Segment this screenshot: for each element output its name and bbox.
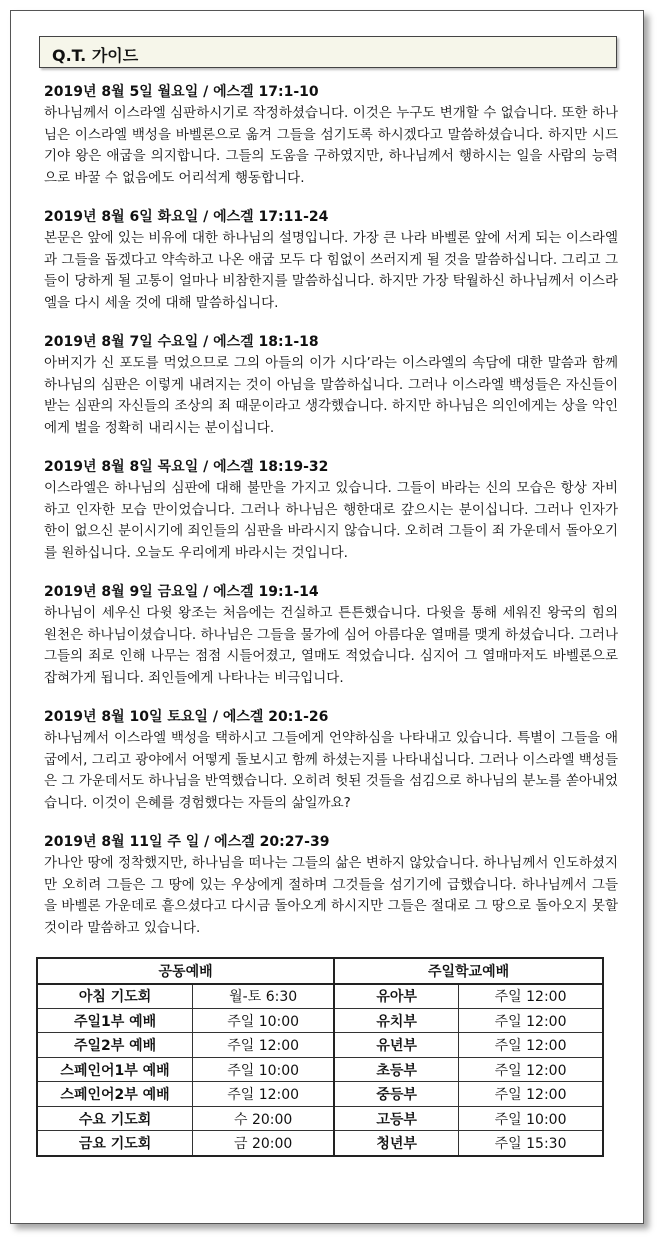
schedule-label: 수요 기도회	[37, 1106, 193, 1130]
devotion-body: 하나님께서 이스라엘 심판하시기로 작정하셨습니다. 이것은 누구도 변개할 수 없습니다. 또한 하나님은 이스라엘 백성을 바벨론으로 옮겨 그들을 섬기도록 하시겠다고 말씀하셨습니다. 하지만 시드기야 왕은 애굽을 의지합니다. 그들의 도움을 구하였지만, 하나님께서 행하시는 일을 사람의 능력으로 바꿀 수 없음에도 어리석게 행동합니다.	[44, 105, 618, 186]
devotion-list	[44, 81, 618, 956]
schedule-header-sunday-school: 주일학교예배	[334, 958, 603, 984]
schedule-label: 중등부	[334, 1082, 459, 1106]
schedule-time: 주일 10:00	[193, 1057, 335, 1081]
devotion-entry	[44, 81, 618, 189]
devotion-entry	[44, 706, 618, 814]
devotion-title: 2019년 8월 10일 토요일 / 에스겔 20:1-26	[44, 709, 329, 725]
schedule-row	[37, 1057, 603, 1081]
qt-guide-title: Q.T. 가이드	[52, 46, 139, 65]
schedule-row	[37, 1082, 603, 1106]
schedule-time: 주일 12:00	[459, 984, 603, 1009]
schedule-time: 주일 12:00	[459, 1009, 603, 1033]
schedule-label: 스페인어1부 예배	[37, 1057, 193, 1081]
schedule-label: 고등부	[334, 1106, 459, 1130]
qt-guide-header	[39, 36, 617, 68]
schedule-label: 유치부	[334, 1009, 459, 1033]
devotion-body: 본문은 앞에 있는 비유에 대한 하나님의 설명입니다. 가장 큰 나라 바벨론 앞에 서게 되는 이스라엘과 그들을 돕겠다고 약속하고 나온 애굽 모두 다 힘없이 쓰러지게 될 것을 말씀하십니다. 그리고 그들이 당하게 될 고통이 얼마나 비참한지를 말씀하십니다. 하지만 가장 탁월하신 하나님께서 이스라엘을 다시 세울 것에 대해 말씀하십니다.	[44, 230, 618, 311]
schedule-row	[37, 1106, 603, 1130]
schedule-label: 청년부	[334, 1131, 459, 1156]
schedule-time: 금 20:00	[193, 1131, 335, 1156]
schedule-label: 주일2부 예배	[37, 1033, 193, 1057]
schedule-label: 주일1부 예배	[37, 1009, 193, 1033]
devotion-body: 가나안 땅에 정착했지만, 하나님을 떠나는 그들의 삶은 변하지 않았습니다. 하나님께서 인도하셨지만 오히려 그들은 그 땅에 있는 우상에게 절하며 그것들을 섬기기에 급했습니다. 하나님께서 그들을 바벨론 가운데로 흩으셨다고 다시금 돌아오게 하시지만 그들은 절대로 그 땅으로 돌아오지 못할 것이라 말씀하고 있습니다.	[44, 855, 618, 936]
devotion-title: 2019년 8월 7일 수요일 / 에스겔 18:1-18	[44, 334, 319, 350]
schedule-time: 수 20:00	[193, 1106, 335, 1130]
schedule-time: 주일 15:30	[459, 1131, 603, 1156]
schedule-row	[37, 984, 603, 1009]
schedule-time: 주일 12:00	[459, 1082, 603, 1106]
schedule-label: 유아부	[334, 984, 459, 1009]
devotion-title: 2019년 8월 5일 월요일 / 에스겔 17:1-10	[44, 84, 319, 100]
devotion-body: 하나님께서 이스라엘 백성을 택하시고 그들에게 언약하심을 나타내고 있습니다. 특별이 그들을 애굽에서, 그리고 광야에서 어떻게 돌보시고 함께 하셨는지를 나타내십니다. 그러나 이스라엘 백성들은 그 가운데서도 하나님을 반역했습니다. 오히려 헛된 것들을 섬김으로 하나님의 분노를 쏟아내었습니다. 이것이 은혜를 경험했다는 자들의 삶일까요?	[44, 730, 618, 811]
devotion-title: 2019년 8월 11일 주 일 / 에스겔 20:27-39	[44, 834, 330, 850]
schedule-time: 주일 12:00	[193, 1033, 335, 1057]
schedule-header-worship: 공동예배	[37, 958, 334, 984]
schedule-label: 금요 기도회	[37, 1131, 193, 1156]
devotion-entry	[44, 581, 618, 689]
devotion-title: 2019년 8월 8일 목요일 / 에스겔 18:19-32	[44, 459, 329, 475]
devotion-entry	[44, 331, 618, 439]
schedule-time: 주일 12:00	[459, 1033, 603, 1057]
schedule-label: 유년부	[334, 1033, 459, 1057]
devotion-title: 2019년 8월 9일 금요일 / 에스겔 19:1-14	[44, 584, 319, 600]
schedule-time: 월-토 6:30	[193, 984, 335, 1009]
devotion-body: 이스라엘은 하나님의 심판에 대해 불만을 가지고 있습니다. 그들이 바라는 신의 모습은 항상 자비하고 인자한 모습 만이었습니다. 그러나 하나님은 행한대로 갚으시는 분이십니다. 그러나 인자가 한이 없으신 분이시기에 죄인들의 심판을 바라시지 않습니다. 오히려 그들이 죄 가운데서 돌아오기를 원하십니다. 오늘도 우리에게 바라시는 것입니다.	[44, 480, 618, 561]
devotion-entry	[44, 831, 618, 939]
schedule-time: 주일 12:00	[459, 1057, 603, 1081]
devotion-entry	[44, 456, 618, 564]
schedule-row	[37, 1009, 603, 1033]
schedule-label: 스페인어2부 예배	[37, 1082, 193, 1106]
devotion-title: 2019년 8월 6일 화요일 / 에스겔 17:11-24	[44, 209, 329, 225]
worship-schedule-table	[36, 957, 604, 1157]
devotion-body: 아버지가 신 포도를 먹었으므로 그의 아들의 이가 시다’라는 이스라엘의 속담에 대한 말씀과 함께 하나님의 심판은 이렇게 내려지는 것이 아님을 말씀하십니다. 그러나 이스라엘 백성들은 자신들이 받는 심판의 자신들의 조상의 죄 때문이라고 생각했습니다. 하지만 하나님은 의인에게는 상을 악인에게 벌을 정확히 내리시는 분이십니다.	[44, 355, 618, 436]
devotion-body: 하나님이 세우신 다윗 왕조는 처음에는 건실하고 튼튼했습니다. 다윗을 통해 세워진 왕국의 힘의 원천은 하나님이셨습니다. 하나님은 그들을 물가에 심어 아름다운 열매를 맺게 하셨습니다. 그러나 그들의 죄로 인해 나무는 점점 시들어졌고, 열매도 적었습니다. 심지어 그 열매마저도 바벨론으로 잡혀가게 됩니다. 죄인들에게 나타나는 비극입니다.	[44, 605, 618, 686]
devotion-entry	[44, 206, 618, 314]
schedule-time: 주일 12:00	[193, 1082, 335, 1106]
schedule-row	[37, 1033, 603, 1057]
schedule-time: 주일 10:00	[459, 1106, 603, 1130]
schedule-label: 초등부	[334, 1057, 459, 1081]
schedule-header-row	[37, 958, 603, 984]
schedule-label: 아침 기도회	[37, 984, 193, 1009]
schedule-row	[37, 1131, 603, 1156]
schedule-time: 주일 10:00	[193, 1009, 335, 1033]
